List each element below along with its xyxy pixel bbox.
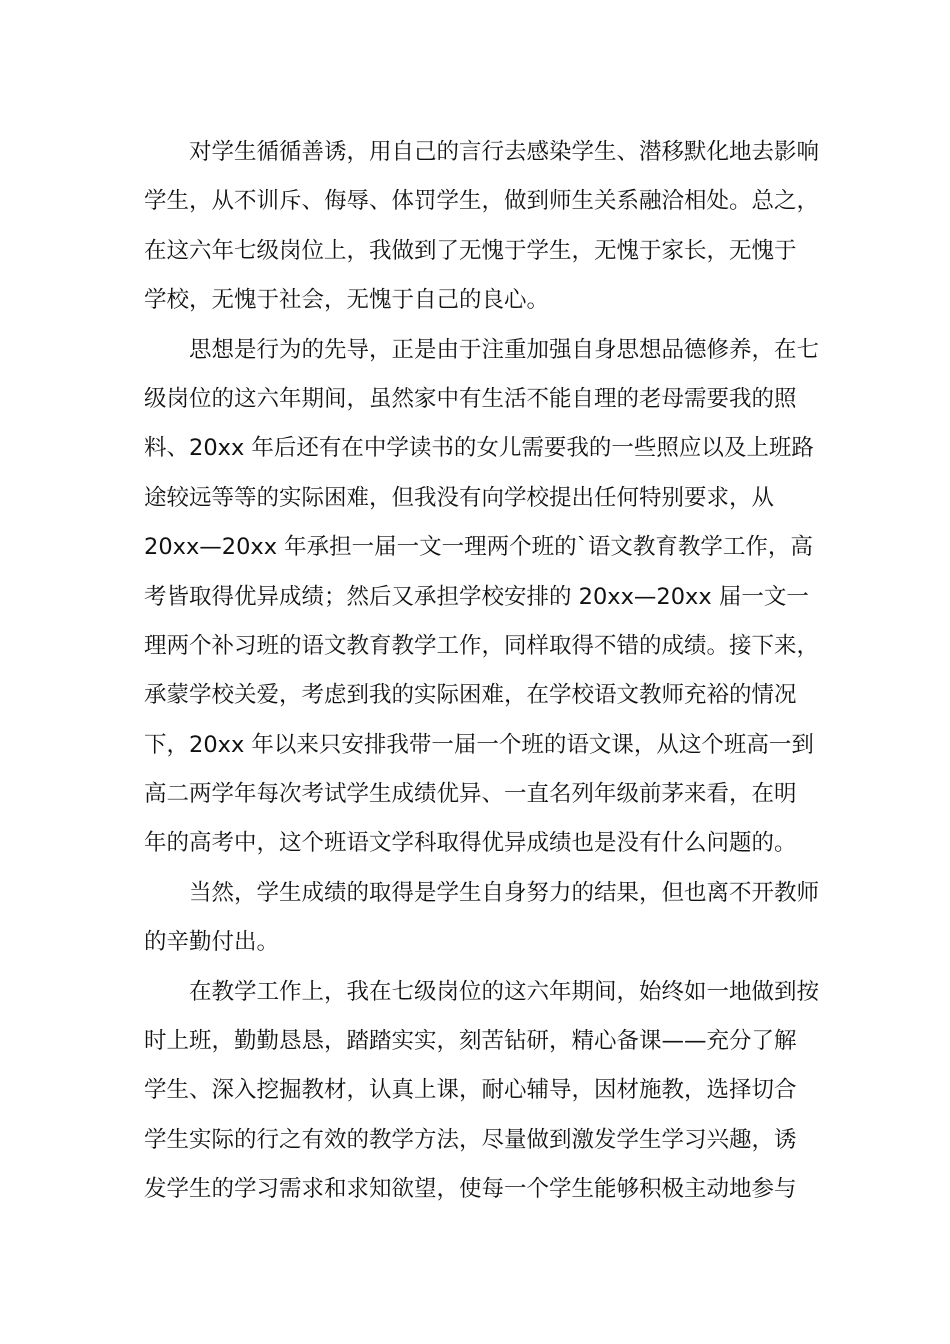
text-line: 理两个补习班的语文教育教学工作，同样取得不错的成绩。接下来， bbox=[144, 632, 820, 659]
text-line: 的辛勤付出。 bbox=[144, 929, 280, 956]
text-line: 学生，从不训斥、侮辱、体罚学生，做到师生关系融洽相处。总之， bbox=[144, 188, 820, 215]
text-line: 学生、深入挖掘教材，认真上课，耐心辅导，因材施教，选择切合 bbox=[144, 1077, 797, 1104]
text-line: 学生实际的行之有效的教学方法，尽量做到激发学生学习兴趣，诱 bbox=[144, 1126, 797, 1153]
text-line: 学校，无愧于社会，无愧于自己的良心。 bbox=[144, 287, 550, 314]
text-line: 对学生循循善诱，用自己的言行去感染学生、潜移默化地去影响 bbox=[144, 139, 820, 165]
text-line: 思想是行为的先导，正是由于注重加强自身思想品德修养，在七 bbox=[144, 336, 820, 363]
text-line: 发学生的学习需求和求知欲望，使每一个学生能够积极主动地参与 bbox=[144, 1176, 797, 1203]
text-line: 在这六年七级岗位上，我做到了无愧于学生，无愧于家长，无愧于 bbox=[144, 237, 797, 264]
body-text bbox=[144, 128, 834, 1215]
text-line: 高二两学年每次考试学生成绩优异、一直名列年级前茅来看，在明 bbox=[144, 781, 797, 808]
text-line: 途较远等等的实际困难，但我没有向学校提出任何特别要求，从 bbox=[144, 484, 775, 511]
text-line: 级岗位的这六年期间，虽然家中有生活不能自理的老母需要我的照 bbox=[144, 385, 797, 412]
text-line: 时上班，勤勤恳恳，踏踏实实，刻苦钻研，精心备课——充分了解 bbox=[144, 1028, 797, 1055]
text-line: 料、20xx 年后还有在中学读书的女儿需要我的一些照应以及上班路 bbox=[144, 435, 814, 462]
text-line: 下，20xx 年以来只安排我带一届一个班的语文课，从这个班高一到 bbox=[144, 731, 814, 758]
text-line: 年的高考中，这个班语文学科取得优异成绩也是没有什么问题的。 bbox=[144, 830, 797, 857]
text-line: 20xx—20xx 年承担一届一文一理两个班的`语文教育教学工作，高 bbox=[144, 534, 813, 561]
text-line: 承蒙学校关爱，考虑到我的实际困难，在学校语文教师充裕的情况 bbox=[144, 682, 797, 709]
text-line: 考皆取得优异成绩；然后又承担学校安排的 20xx—20xx 届一文一 bbox=[144, 583, 809, 610]
text-line: 在教学工作上，我在七级岗位的这六年期间，始终如一地做到按 bbox=[144, 978, 820, 1005]
text-line: 当然，学生成绩的取得是学生自身努力的结果，但也离不开教师 bbox=[144, 879, 820, 906]
